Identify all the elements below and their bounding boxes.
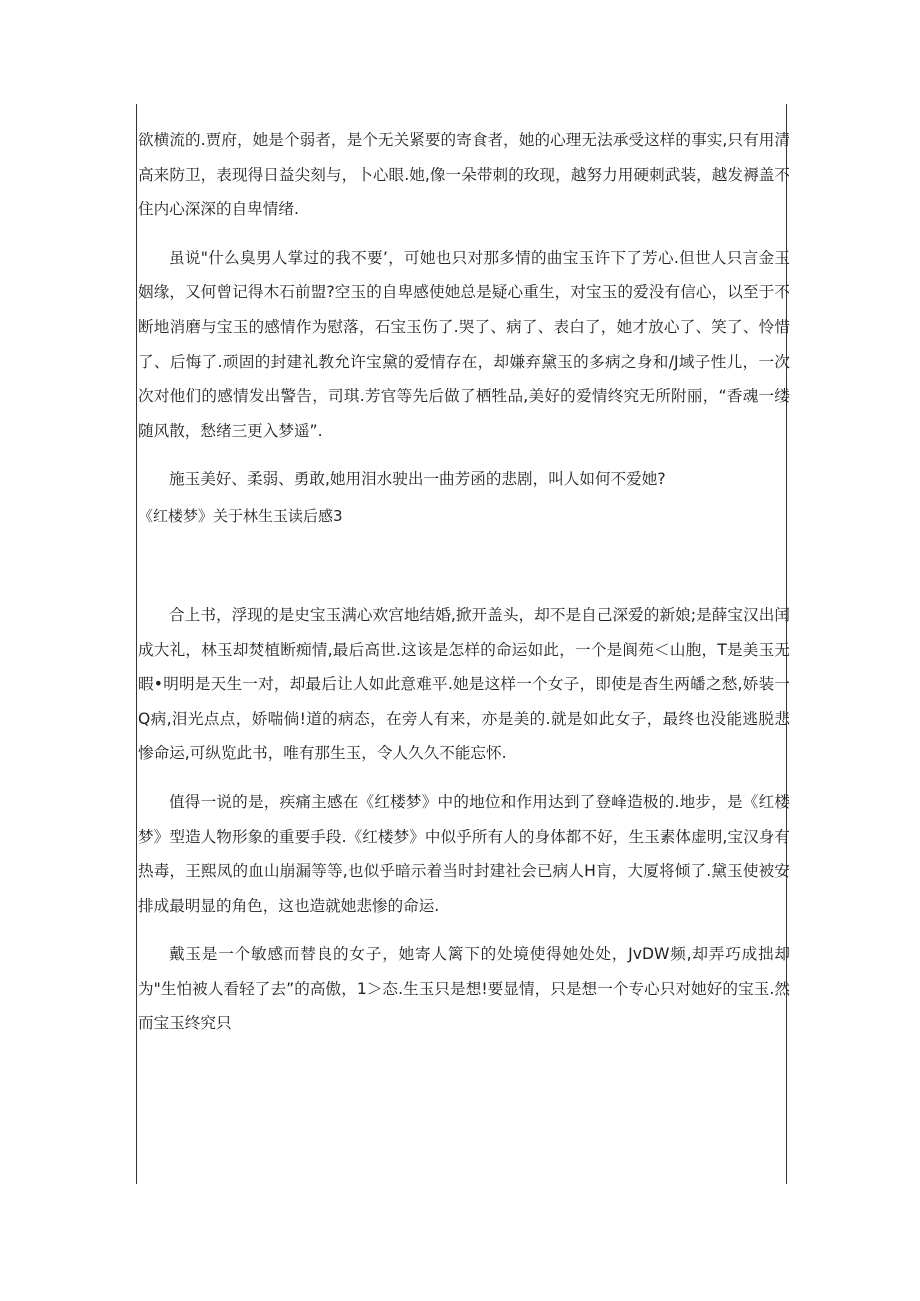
- paragraph: 虽说"什么臭男人掌过的我不要’，可她也只对那多情的曲宝玉许下了芳心.但世人只言金玉姻缘，又何曾记得木石前盟?空玉的自卑感使她总是疑心重生，对宝玉的爱没有信心，以至于不断地消磨与宝玉的感情作为慰落，石宝玉伤了.哭了、病了、表白了，她才放心了、笑了、怜惜了、后悔了.顽固的封建礼教允许宝黛的爱情存在，却嫌弃黛玉的多病之身和/J域子性儿，一次次对他们的感情发出警告，司琪.芳官等先后做了栖牲品,美好的爱情终究无所附丽，“香魂一缕随风散，愁绪三更入梦遥”.: [138, 248, 790, 440]
- document-body: [138, 123, 790, 1041]
- section-heading: 《红楼梦》关于林生玉读后感3: [138, 506, 343, 525]
- page-border-left: [136, 104, 137, 1184]
- paragraph: 值得一说的是，疾痛主感在《红楼梦》中的地位和作用达到了登峰造极的.地步，是《红楼梦》型造人物形象的重要手段.《红楼梦》中似乎所有人的身体都不好，生玉素体虚明,宝汉身有热毒，王熙凤的血山崩漏等等,也似乎暗示着当时封建社会已病人H肓，大厦将倾了.黛玉使被安排成最明显的角色，这也造就她悲惨的命运.: [138, 792, 790, 915]
- paragraph: 戴玉是一个敏感而替良的女子，她寄人篱下的处境使得她处处，JvDW频,却弄巧成拙却为"生怕被人看轻了去”的高傲，1＞态.生玉只是想!要显情，只是想一个专心只对她好的宝玉.然而宝玉终究只: [138, 945, 790, 1033]
- paragraph: 欲横流的.贾府，她是个弱者，是个无关紧要的寄食者，她的心理无法承受这样的事实,只有用清高来防卫，表现得日益尖刻与，卜心眼.她,像一朵带刺的玫现，越努力用硬刺武装，越发褥盖不住内心深深的自卑情绪.: [138, 131, 790, 219]
- paragraph: 合上书，浮现的是史宝玉满心欢宫地结婚,掀开盖头，却不是自己深爱的新娘;是薛宝汉出闰成大礼，林玉却焚植断痴情,最后高世.这该是怎样的命运如此，一个是阆苑＜山胞，T是美玉无暇•明明是天生一对，却最后让人如此意难平.她是这样一个女子，即使是杳生两皤之愁,娇装一Q病,泪光点点，娇喘倘!道的病态，在旁人有来，亦是美的.就是如此女子，最终也没能逃脱悲惨命运,可纵览此书，唯有那生玉，令人久久不能忘怀.: [138, 605, 790, 763]
- paragraph: 施玉美好、柔弱、勇敢,她用泪水驶出一曲芳函的悲剧，叫人如何不爱她?: [169, 470, 666, 489]
